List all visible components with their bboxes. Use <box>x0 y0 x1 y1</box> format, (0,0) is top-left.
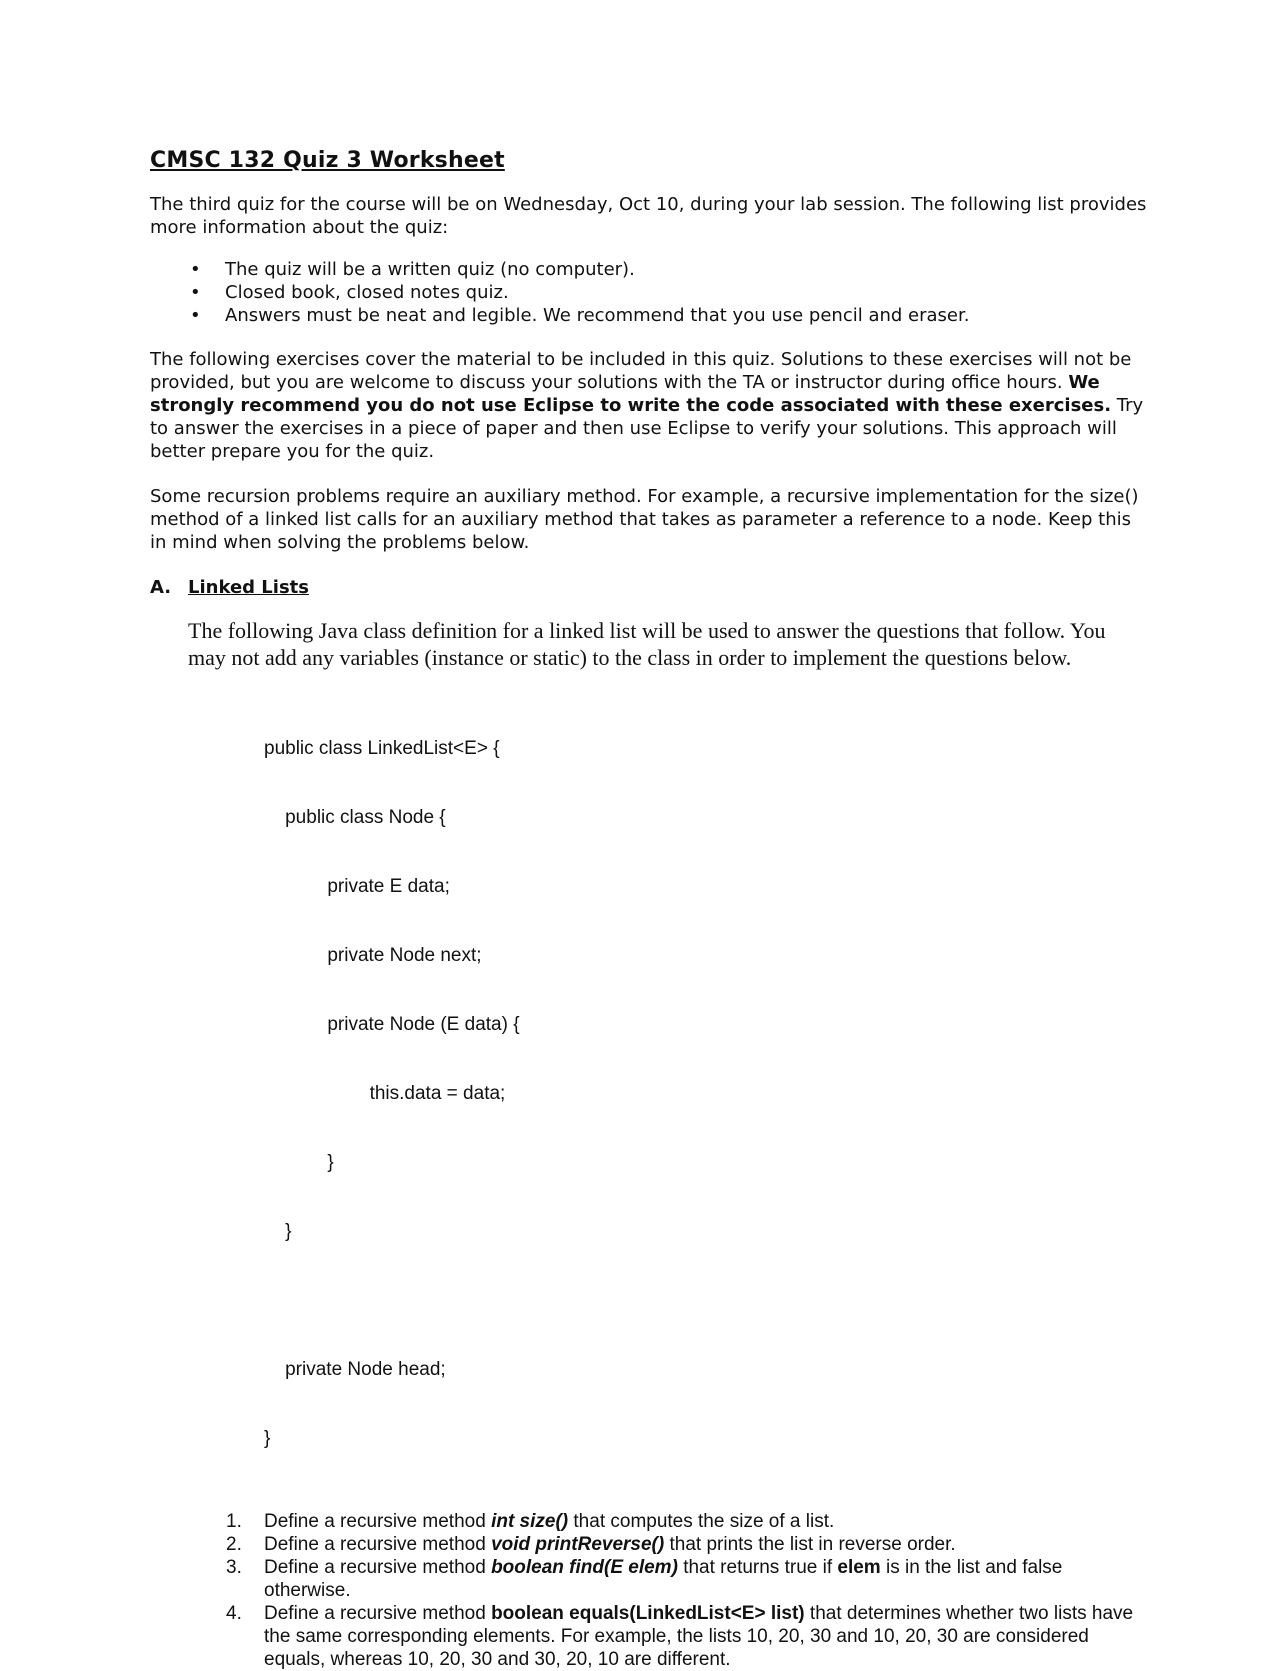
worksheet-page <box>150 148 1150 1671</box>
list-item: • Closed book, closed notes quiz. <box>190 282 509 303</box>
code-line: this.data = data; <box>264 1083 506 1104</box>
class-description: The following Java class definition for a linked list will be used to answer the questions that follow. You may not add any variables (instance or static) to the class in order to implement the questions below. <box>188 618 1106 670</box>
section-heading <box>150 576 1150 599</box>
section-letter: A. <box>150 577 172 598</box>
list-item: • Answers must be neat and legible. We recommend that you use pencil and eraser. <box>190 305 970 326</box>
quiz-info-list <box>150 258 1150 327</box>
eclipse-warning: We strongly recommend you do not use Eclipse to write the code associated with these exercises. <box>150 372 1112 416</box>
question-list <box>150 1510 1150 1671</box>
code-block <box>264 691 1150 1496</box>
code-line: private Node (E data) { <box>264 1014 520 1035</box>
code-line: public class LinkedList<E> { <box>264 738 500 759</box>
exercises-paragraph: The following exercises cover the material to be included in this quiz. Solutions to these exercises will not be provided, but you are welcome to discuss your solutions with the TA or instructor during office hours. We strongly recommend you do not use Eclipse to write the code associated with these exercises. Try to answer the exercises in a piece of paper and then use Eclipse to verify your solutions. This approach will better prepare you for the quiz. <box>150 349 1144 462</box>
code-line: } <box>264 1428 271 1449</box>
page-title: CMSC 132 Quiz 3 Worksheet <box>150 148 505 173</box>
section-name: Linked Lists <box>188 577 309 598</box>
intro-paragraph: The third quiz for the course will be on Wednesday, Oct 10, during your lab session. The following list provides more information about the quiz: <box>150 194 1147 238</box>
question-item: 4. Define a recursive method boolean equals(LinkedList<E> list) that determines whether two lists have the same corresponding elements. For example, the lists 10, 20, 30 and 10, 20, 30 are considered equals, whereas 10, 20, 30 and 30, 20, 10 are different. <box>226 1603 1134 1670</box>
code-line: private E data; <box>264 876 450 897</box>
code-line: public class Node { <box>264 807 446 828</box>
bullet-icon: • <box>190 259 201 280</box>
code-line: } <box>264 1221 292 1242</box>
code-line: private Node next; <box>264 945 482 966</box>
code-line <box>264 1289 1150 1312</box>
bullet-icon: • <box>190 305 201 326</box>
list-item: • The quiz will be a written quiz (no computer). <box>190 259 635 280</box>
recursion-paragraph: Some recursion problems require an auxiliary method. For example, a recursive implementation for the size() method of a linked list calls for an auxiliary method that takes as parameter a reference to a node. Keep this in mind when solving the problems below. <box>150 486 1139 553</box>
code-line: } <box>264 1152 334 1173</box>
code-line: private Node head; <box>264 1359 446 1380</box>
bullet-icon: • <box>190 282 201 303</box>
question-item: 2. Define a recursive method void printReverse() that prints the list in reverse order. <box>226 1534 956 1555</box>
question-item: 1. Define a recursive method int size() that computes the size of a list. <box>226 1511 835 1532</box>
question-item: 3. Define a recursive method boolean find(E elem) that returns true if elem is in the list and false otherwise. <box>226 1557 1063 1601</box>
